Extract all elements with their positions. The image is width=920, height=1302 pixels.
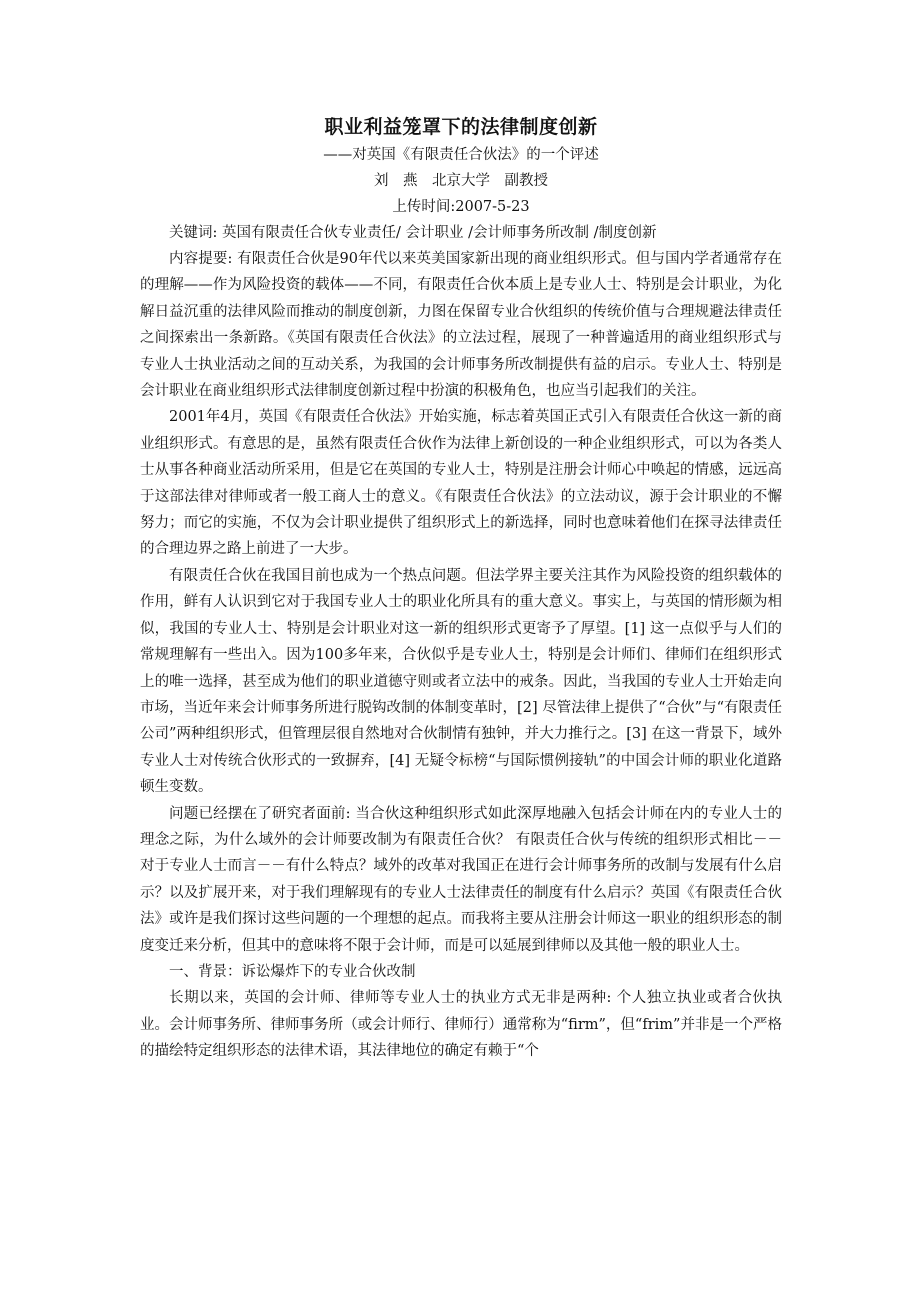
body-paragraph: 长期以来，英国的会计师、律师等专业人士的执业方式无非是两种: 个人独立执业或者合伙执业。会计师事务所、律师事务所（或会计师行、律师行）通常称为“firm”，但“frim”并非是一个严格的描绘特定组织形态的法律术语，其法律地位的确定有赖于“个 xyxy=(140,990,782,1060)
document-title: 职业利益笼罩下的法律制度创新 xyxy=(324,116,598,138)
body-paragraph: 2001年4月，英国《有限责任合伙法》开始实施，标志着英国正式引入有限责任合伙这一新的商业组织形式。有意思的是，虽然有限责任合伙作为法律上新创设的一种企业组织形式，可以为各类人士从事各种商业活动所采用，但是它在英国的专业人士，特别是注册会计师心中唤起的情感，远远高于这部法律对律师或者一般工商人士的意义。《有限责任合伙法》的立法动议，源于会计职业的不懈努力；而它的实施，不仅为会计职业提供了组织形式上的新选择，同时也意味着他们在探寻法律责任的合理边界之路上前进了一大步。 xyxy=(140,409,782,558)
body-paragraph: 有限责任合伙在我国目前也成为一个热点问题。但法学界主要关注其作为风险投资的组织载体的作用，鲜有人认识到它对于我国专业人士的职业化所具有的重大意义。事实上，与英国的情形颇为相似，我国的专业人士、特别是会计职业对这一新的组织形式更寄予了厚望。[1] 这一点似乎与人们的常规理解有一些出入。因为100多年来，合伙似乎是专业人士，特别是会计师们、律师们在组织形式上的唯一选择，甚至成为他们的职业道德守则或者立法中的戒条。因此，当我国的专业人士开始走向市场，当近年来会计师事务所进行脱钩改制的体制变革时，[2] 尽管法律上提供了“合伙”与“有限责任公司”两种组织形式，但管理层很自然地对合伙制情有独钟，并大力推行之。[3] 在这一背景下，域外专业人士对传统合伙形式的一致摒弃，[4] 无疑令标榜“与国际惯例接轨”的中国会计师的职业化道路顿生变数。 xyxy=(140,567,782,796)
keywords-line: 关键词: 英国有限责任合伙专业责任/ 会计职业 /会计师事务所改制 /制度创新 xyxy=(169,225,657,241)
document-subtitle: ——对英国《有限责任合伙法》的一个评述 xyxy=(323,147,599,163)
abstract-paragraph: 内容提要: 有限责任合伙是90年代以来英美国家新出现的商业组织形式。但与国内学者通常存在的理解——作为风险投资的载体——不同，有限责任合伙本质上是专业人士、特别是会计职业，为化解日益沉重的法律风险而推动的制度创新，力图在保留专业合伙组织的传统价值与合理规避法律责任之间探索出一条新路。《英国有限责任合伙法》的立法过程，展现了一种普遍适用的商业组织形式与专业人士执业活动之间的互动关系，为我国的会计师事务所改制提供有益的启示。专业人士、特别是会计职业在商业组织形式法律制度创新过程中扮演的积极角色，也应当引起我们的关注。 xyxy=(140,251,782,400)
body-paragraph: 问题已经摆在了研究者面前: 当合伙这种组织形式如此深厚地融入包括会计师在内的专业人士的理念之际，为什么域外的会计师要改制为有限责任合伙？ 有限责任合伙与传统的组织形式相比－－对于专业人士而言－－有什么特点？域外的改革对我国正在进行会计师事务所的改制与发展有什么启示？以及扩展开来，对于我们理解现有的专业人士法律责任的制度有什么启示？英国《有限责任合伙法》或许是我们探讨这些问题的一个理想的起点。而我将主要从注册会计师这一职业的组织形态的制度变迁来分析，但其中的意味将不限于会计师，而是可以延展到律师以及其他一般的职业人士。 xyxy=(140,805,782,954)
section-heading: 一、背景：诉讼爆炸下的专业合伙改制 xyxy=(169,963,416,980)
document-page xyxy=(140,112,782,1065)
upload-time: 上传时间:2007-5-23 xyxy=(392,199,530,215)
author-line: 刘 燕 北京大学 副教授 xyxy=(374,173,548,189)
